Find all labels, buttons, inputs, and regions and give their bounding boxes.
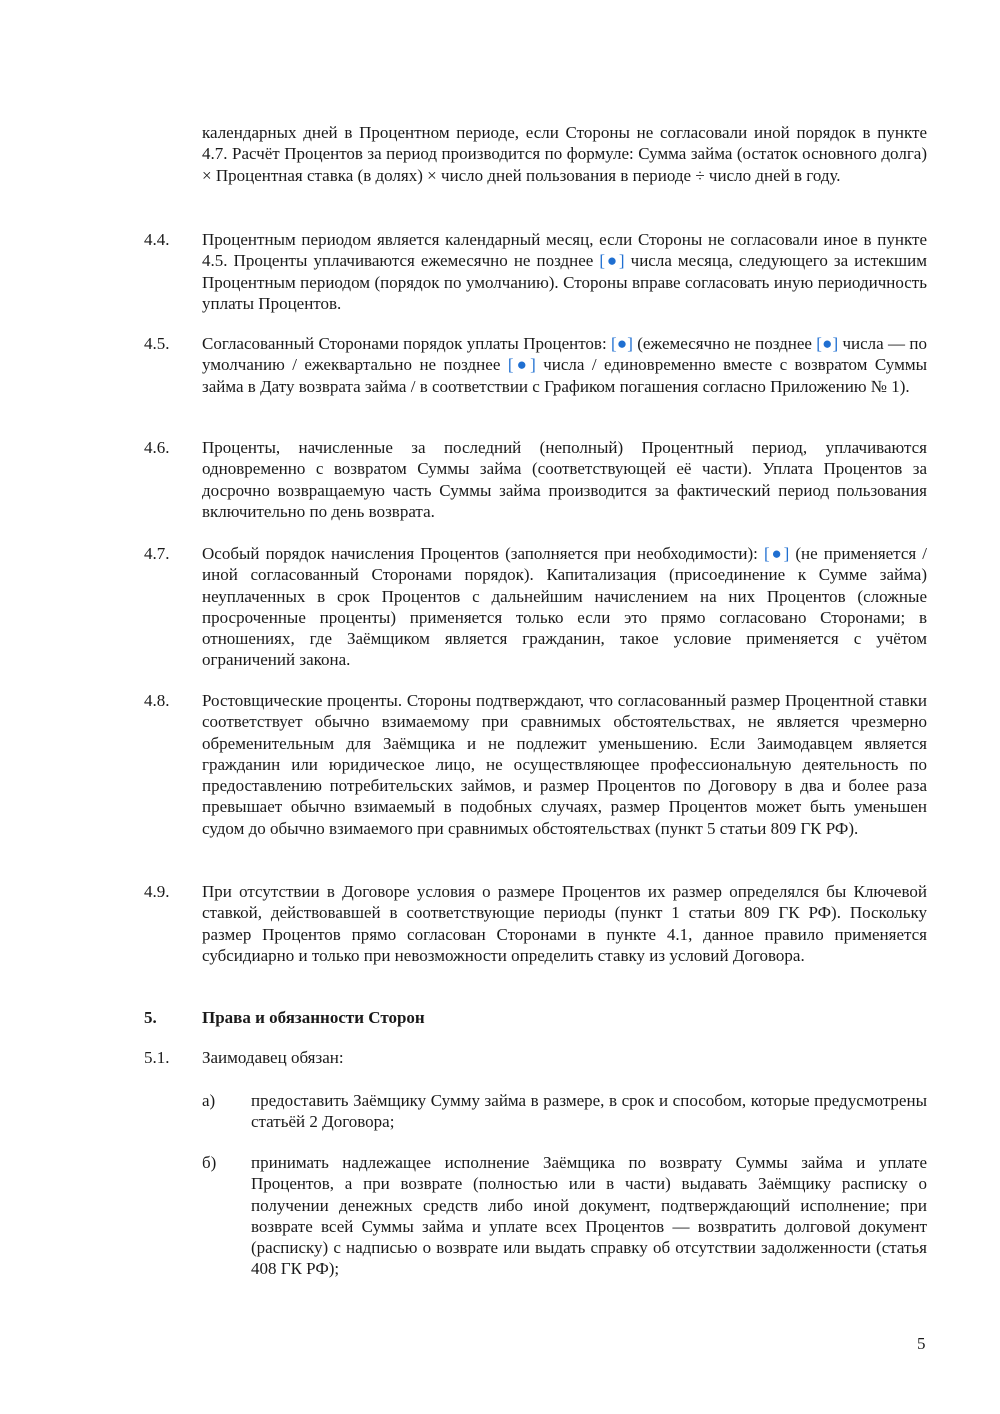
placeholder-field: [●] bbox=[816, 334, 839, 353]
placeholder-field: [●] bbox=[599, 251, 625, 271]
clause-4-6-text: Проценты, начисленные за последний (неполный) Процентный период, уплачиваются одновременно с возвратом Суммы займа (соответствующей её части). Уплата Процентов за досрочно возвращаемую часть Суммы займа производится за фактический период пользования включительно по день возврата. bbox=[202, 438, 927, 521]
section-5-title: Права и обязанности Сторон bbox=[202, 1008, 425, 1027]
clause-5-1-text: Заимодавец обязан: bbox=[202, 1048, 344, 1067]
placeholder-field: [●] bbox=[611, 334, 633, 353]
clause-text-part: числа / единовременно вместе с возвратом Суммы займа в Дату возврата займа / в соответствии с Графиком погашения согласно Приложению № 1). bbox=[202, 355, 928, 396]
clause-4-9-text: При отсутствии в Договоре условия о размере Процентов их размер определялся бы Ключевой ставкой, действовавшей в соответствующие периоды (пункт 1 статьи 809 ГК РФ). Поскольку размер Процентов прямо согласован Сторонами в пункте 4.1, данное правило применяется субсидиарно и только при невозможности определить ставку из условий Договора. bbox=[202, 882, 927, 965]
continued-paragraph: календарных дней в Процентном периоде, если Стороны не согласовали иной порядок в пункте 4.7. Расчёт Процентов за период производится по формуле: Сумма займа (остаток основного долга) × Процентная ставка (в долях) × число дней пользования в периоде ÷ число дней в году. bbox=[202, 123, 927, 185]
placeholder-field: [●] bbox=[763, 544, 790, 563]
clause-text-part: Процентным периодом является календарный месяц, если Стороны не согласовали иное в пункте 4.5. Проценты уплачиваются ежемесячно не позднее bbox=[202, 230, 927, 271]
subitem-a-text: предоставить Заёмщику Сумму займа в размере, в срок и способом, которые предусмотрены статьёй 2 Договора; bbox=[251, 1091, 927, 1132]
clause-text-part: (не применяется / иной согласованный Сторонами порядок). Капитализация (присоединение к Сумме займа) неуплаченных в срок Процентов с дальнейшим начислением на них Процентов (сложные просроченные проценты) применяется только если это прямо согласовано Сторонами; в отношениях, где Заёмщиком является гражданин, такое условие применяется с учётом ограничений закона. bbox=[202, 544, 927, 670]
clause-text-part: числа — по умолчанию / ежеквартально не позднее bbox=[202, 334, 928, 375]
clause-4-5-text bbox=[202, 333, 927, 397]
clause-number-4-6: 4.6. bbox=[144, 438, 170, 457]
clause-text-part: (ежемесячно не позднее bbox=[632, 334, 817, 353]
clause-number-4-4: 4.4. bbox=[144, 230, 170, 249]
subitem-label-b: б) bbox=[202, 1153, 217, 1172]
section-number-5: 5. bbox=[144, 1008, 157, 1027]
clause-text-part: Особый порядок начисления Процентов (заполняется при необходимости): bbox=[202, 544, 764, 563]
subitem-label-a: а) bbox=[202, 1091, 216, 1110]
subitem-b-text: принимать надлежащее исполнение Заёмщика по возврату Суммы займа и уплате Процентов, а при возврате (полностью или в части) выдавать Заёмщику расписку о получении денежных средств либо иной документ, подтверждающий исполнение; при возврате всей Суммы займа и уплате всех Процентов — возвратить долговой документ (расписку) с надписью о возврате или выдать справку об отсутствии задолженности (статья 408 ГК РФ); bbox=[251, 1153, 927, 1279]
clause-number-4-5: 4.5. bbox=[144, 334, 170, 353]
page-number: 5 bbox=[917, 1334, 926, 1353]
clause-number-5-1: 5.1. bbox=[144, 1048, 170, 1067]
clause-4-8-text: Ростовщические проценты. Стороны подтверждают, что согласованный размер Процентной ставки соответствует обычно взимаемому при сравнимых обстоятельствах, не является чрезмерно обременительным для Заёмщика и не подлежит уменьшению. Если Заимодавцем является гражданин или юридическое лицо, не осуществляющее профессиональную деятельность по предоставлению потребительских займов, и размер Процентов по Договору в два и более раза превышает обычно взимаемый в подобных случаях, размер Процентов может быть уменьшен судом до обычно взимаемого при сравнимых обстоятельствах (пункт 5 статьи 809 ГК РФ). bbox=[202, 691, 927, 838]
placeholder-field: [●] bbox=[507, 355, 536, 375]
clause-number-4-8: 4.8. bbox=[144, 691, 170, 710]
clause-text-part: Согласованный Сторонами порядок уплаты Процентов: bbox=[202, 334, 612, 353]
clause-4-4-text bbox=[202, 229, 927, 314]
clause-text-part: числа месяца, следующего за истекшим Процентным периодом (порядок по умолчанию). Стороны вправе согласовать иную периодичность уплаты Процентов. bbox=[202, 251, 927, 313]
clause-number-4-9: 4.9. bbox=[144, 882, 170, 901]
clause-4-7-text bbox=[202, 543, 927, 671]
clause-number-4-7: 4.7. bbox=[144, 544, 170, 563]
